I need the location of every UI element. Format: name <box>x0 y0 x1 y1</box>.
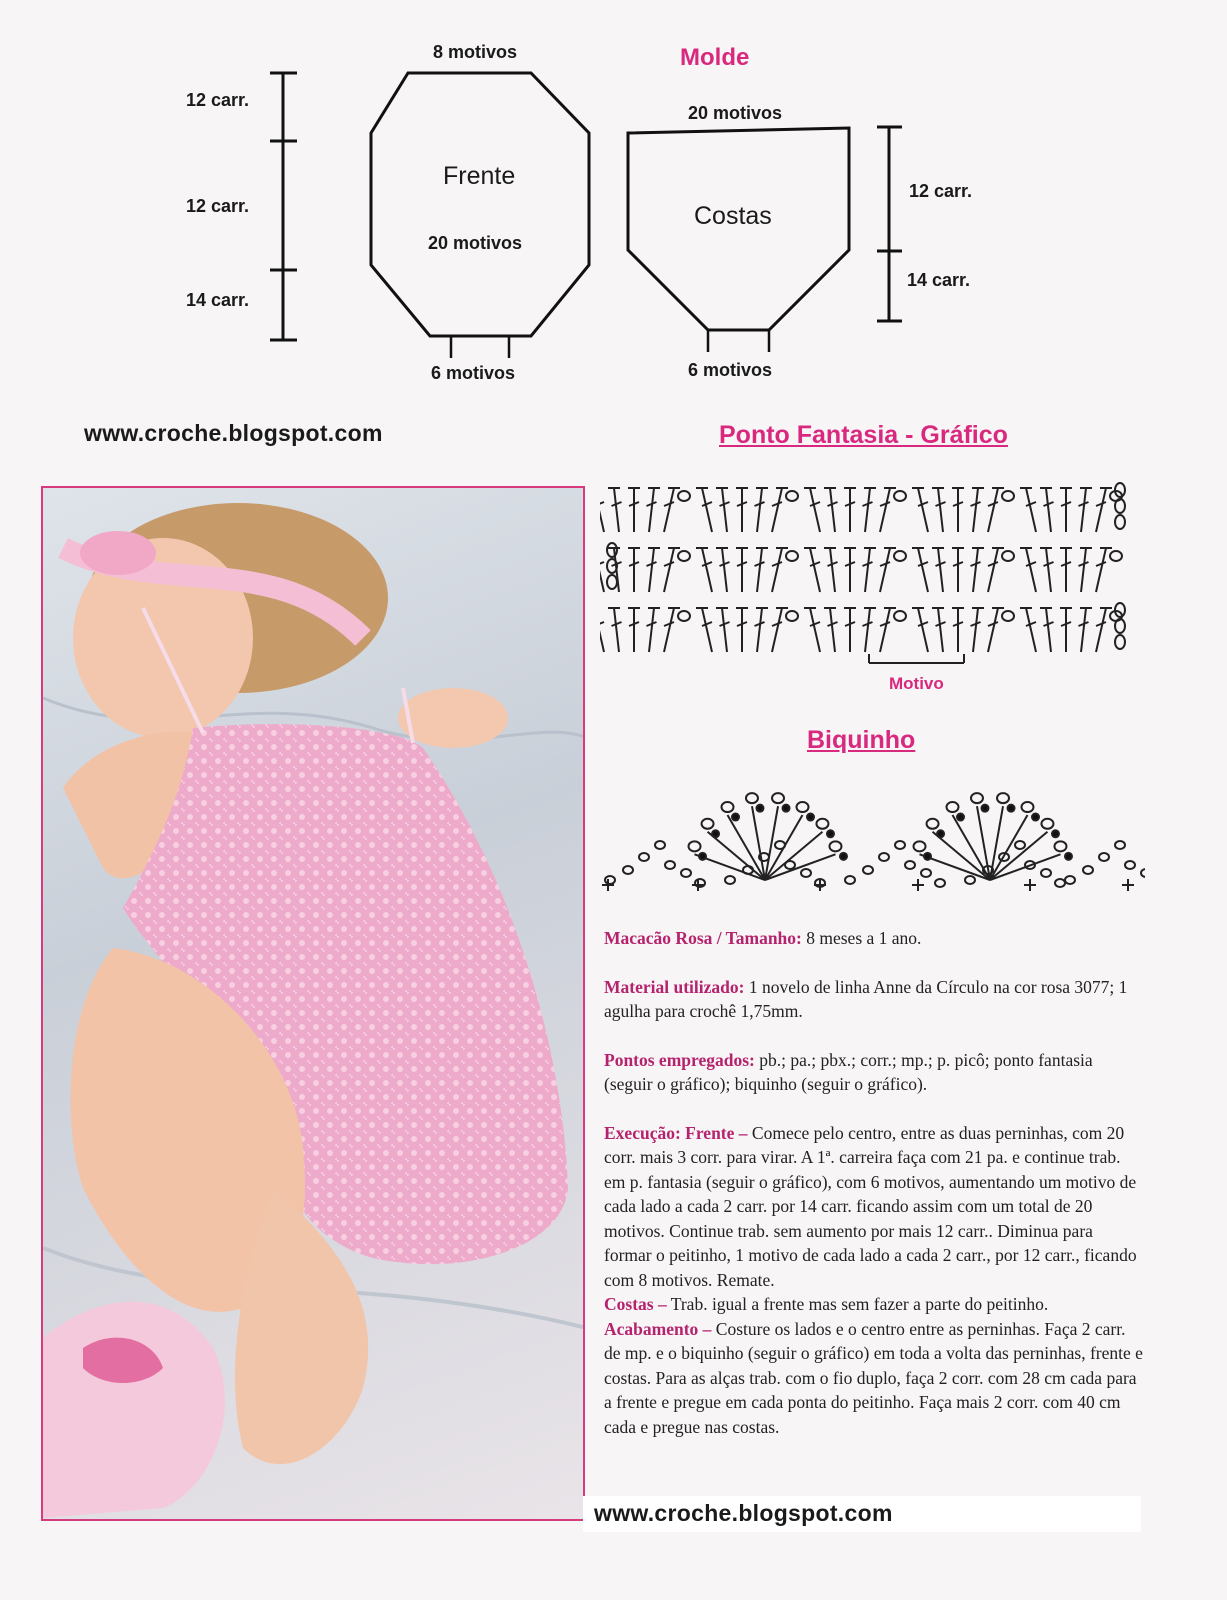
stitch-mark <box>664 548 674 592</box>
chain-mark <box>1065 876 1075 884</box>
slip-stitch-mark <box>957 814 964 821</box>
stitch-cross <box>988 622 998 626</box>
stitch-mark <box>938 548 943 592</box>
stitch-cross <box>1096 622 1106 626</box>
left-ruler <box>270 73 297 340</box>
chain-mark <box>921 869 931 877</box>
stitch-cross <box>880 622 890 626</box>
material-text: 1 novelo de linha Anne da Círculo na cor rosa 3077; 1 agulha para crochê 1,75mm. <box>604 976 1128 1021</box>
chain-mark <box>894 611 906 621</box>
chain-mark <box>879 853 889 861</box>
stitch-cross <box>772 562 782 566</box>
stitch-mark <box>757 548 762 592</box>
chain-mark <box>905 861 915 869</box>
chain-mark <box>894 491 906 501</box>
stitch-mark <box>865 608 870 652</box>
stitch-mark <box>918 548 928 592</box>
picot-mark <box>997 793 1009 803</box>
stitch-mark <box>702 608 712 652</box>
material-heading: Material utilizado: <box>604 976 745 997</box>
stitch-mark <box>865 548 870 592</box>
stitch-mark <box>830 488 835 532</box>
slip-stitch-mark <box>712 830 719 837</box>
picot-mark <box>816 819 828 829</box>
costas-name: Costas <box>694 202 772 230</box>
left-ruler-label-3: 14 carr. <box>186 290 250 310</box>
execution-paragraph <box>604 1121 1144 1293</box>
stitch-mark <box>1046 548 1051 592</box>
stitch-mark <box>722 488 727 532</box>
stitch-cross <box>600 502 604 506</box>
stitch-mark <box>1096 488 1106 532</box>
right-ruler-label-2: 14 carr. <box>907 270 971 290</box>
chain-mark <box>1115 841 1125 849</box>
stitch-mark <box>988 548 998 592</box>
slip-stitch-mark <box>981 805 988 812</box>
turning-chain <box>1115 603 1125 617</box>
chain-mark <box>786 551 798 561</box>
website-link-bottom[interactable]: www.croche.blogspot.com <box>594 1500 893 1526</box>
costas-top-label: 20 motivos <box>688 103 783 123</box>
chain-mark <box>786 611 798 621</box>
stitch-mark <box>938 488 943 532</box>
chain-mark <box>1083 866 1093 874</box>
picot-mark <box>829 841 841 851</box>
stitch-mark <box>614 488 619 532</box>
slip-stitch-mark <box>924 853 931 860</box>
stitch-cross <box>988 562 998 566</box>
turning-chain <box>1115 499 1125 513</box>
stitch-mark <box>600 488 604 532</box>
chain-mark <box>965 876 975 884</box>
stitch-cross <box>772 502 782 506</box>
stitch-mark <box>880 488 890 532</box>
chain-mark <box>1002 551 1014 561</box>
costas-bottom-label: 6 motivos <box>688 360 773 380</box>
finishing-paragraph <box>604 1317 1144 1440</box>
stitch-cross <box>664 622 674 626</box>
slip-stitch-mark <box>756 805 763 812</box>
stitch-mark <box>772 488 782 532</box>
stitch-mark <box>988 608 998 652</box>
stitch-mark <box>810 608 820 652</box>
stitch-mark <box>880 548 890 592</box>
execution-text: Comece pelo centro, entre as duas perninhas, com 20 corr. mais 3 corr. para virar. A 1ª. carreira faça com 21 pa. e continue trab. em p. fantasia (seguir o gráfico), com 6 motivos, aumentando um motivo de cada lado a cada 2 carr. por 14 carr. ficando assim com um total de 20 motivos. Continue trab. sem aumento por mais 12 carr.. Diminua para formar o peitinho, 1 motivo de cada lado a cada 2 carr., por 12 carr., ficando com 8 motivos. Remate. <box>604 1122 1137 1290</box>
left-ruler-label-1: 12 carr. <box>186 90 250 110</box>
chain-mark <box>1125 861 1135 869</box>
chain-mark <box>1141 869 1145 877</box>
stitch-cross <box>664 502 674 506</box>
back-text: Trab. igual a frente mas sem fazer a parte do peitinho. <box>666 1294 1049 1314</box>
stitch-mark <box>810 548 820 592</box>
stitch-mark <box>1026 488 1036 532</box>
stitch-cross <box>918 502 928 506</box>
chain-mark <box>895 841 905 849</box>
chain-mark <box>678 491 690 501</box>
stitch-cross <box>880 502 890 506</box>
size-paragraph <box>604 926 1144 951</box>
frente-shape <box>371 73 589 336</box>
stitch-cross <box>810 622 820 626</box>
picot-mark <box>746 793 758 803</box>
stitch-mark <box>649 608 654 652</box>
material-paragraph <box>604 975 1144 1024</box>
back-heading: Costas – <box>604 1294 667 1314</box>
right-ruler-label-1: 12 carr. <box>909 181 973 201</box>
stitch-mark <box>1081 608 1086 652</box>
biquinho-chart <box>600 765 1145 895</box>
left-ruler-label-2: 12 carr. <box>186 196 250 216</box>
turning-chain <box>1115 515 1125 529</box>
chain-mark <box>639 853 649 861</box>
stitch-mark <box>757 608 762 652</box>
slip-stitch-mark <box>1008 805 1015 812</box>
stitch-mark <box>938 608 943 652</box>
chain-mark <box>863 866 873 874</box>
stitch-mark <box>830 548 835 592</box>
stitch-mark <box>1026 608 1036 652</box>
stitch-mark <box>973 488 978 532</box>
stitch-mark <box>664 608 674 652</box>
slip-stitch-mark <box>699 853 706 860</box>
slip-stitch-mark <box>783 805 790 812</box>
chain-mark <box>1110 551 1122 561</box>
chain-mark <box>665 861 675 869</box>
stitch-cross <box>1026 622 1036 626</box>
chain-mark <box>655 841 665 849</box>
finishing-heading: Acabamento – <box>604 1318 712 1339</box>
fan-stitch <box>765 854 835 880</box>
biquinho-title: Biquinho <box>807 726 916 754</box>
stitch-mark <box>772 548 782 592</box>
chain-mark <box>1002 491 1014 501</box>
chain-mark <box>1002 611 1014 621</box>
stitch-mark <box>772 608 782 652</box>
back-paragraph <box>604 1292 1144 1317</box>
stitches-paragraph <box>604 1048 1144 1097</box>
turning-chain <box>1115 635 1125 649</box>
stitch-mark <box>1081 548 1086 592</box>
stitches-text: pb.; pa.; pbx.; corr.; mp.; p. picô; ponto fantasia (seguir o gráfico); biquinho (seguir o gráfico). <box>604 1049 1093 1094</box>
stitch-cross <box>918 622 928 626</box>
size-text: 8 meses a 1 ano. <box>801 928 922 948</box>
stitch-mark <box>918 488 928 532</box>
motivo-label: Motivo <box>889 674 944 693</box>
chain-mark <box>935 879 945 887</box>
stitch-mark <box>649 488 654 532</box>
chain-mark <box>678 611 690 621</box>
stitch-mark <box>830 608 835 652</box>
slip-stitch-mark <box>1032 814 1039 821</box>
ponto-fantasia-chart <box>600 472 1145 672</box>
slip-stitch-mark <box>1052 830 1059 837</box>
turning-chain <box>1115 483 1125 497</box>
execution-heading: Execução: Frente – <box>604 1122 748 1143</box>
molde-title: Molde <box>680 44 750 71</box>
stitch-cross <box>702 622 712 626</box>
stitch-mark <box>1096 548 1106 592</box>
frente-middle-label: 20 motivos <box>428 233 523 253</box>
ponto-fantasia-title: Ponto Fantasia - Gráfico <box>719 421 1008 449</box>
stitch-mark <box>918 608 928 652</box>
slip-stitch-mark <box>827 830 834 837</box>
frente-top-label: 8 motivos <box>433 42 518 62</box>
picot-mark <box>914 841 926 851</box>
picot-mark <box>722 802 734 812</box>
stitch-cross <box>918 562 928 566</box>
fan-stitch <box>933 832 990 880</box>
stitch-cross <box>600 562 604 566</box>
stitch-mark <box>600 548 604 592</box>
stitch-cross <box>1026 562 1036 566</box>
stitch-mark <box>865 488 870 532</box>
chain-mark <box>1099 853 1109 861</box>
costas-bottom-marks <box>708 330 769 352</box>
stitch-mark <box>649 548 654 592</box>
stitch-mark <box>702 548 712 592</box>
stitch-cross <box>1026 502 1036 506</box>
instructions <box>604 926 1144 1439</box>
stitch-cross <box>988 502 998 506</box>
pattern-diagram <box>0 0 1227 400</box>
slip-stitch-mark <box>840 853 847 860</box>
fan-stitch <box>708 832 765 880</box>
frente-name: Frente <box>443 162 516 190</box>
stitch-cross <box>880 562 890 566</box>
stitch-mark <box>702 488 712 532</box>
chain-mark <box>1055 879 1065 887</box>
stitch-mark <box>600 608 604 652</box>
stitch-mark <box>1096 608 1106 652</box>
chain-mark <box>1041 869 1051 877</box>
stitch-cross <box>702 562 712 566</box>
baby-photo <box>41 486 585 1521</box>
chain-mark <box>894 551 906 561</box>
slip-stitch-mark <box>1065 853 1072 860</box>
picot-mark <box>947 802 959 812</box>
stitches-heading: Pontos empregados: <box>604 1049 755 1070</box>
chain-mark <box>801 869 811 877</box>
stitch-cross <box>772 622 782 626</box>
picot-mark <box>927 819 939 829</box>
frente-bottom-marks <box>451 336 509 358</box>
stitch-mark <box>880 608 890 652</box>
picot-mark <box>1054 841 1066 851</box>
fan-stitch <box>765 832 822 880</box>
website-link-top[interactable]: www.croche.blogspot.com <box>84 420 383 446</box>
turning-chain <box>1115 619 1125 633</box>
picot-mark <box>1022 802 1034 812</box>
right-ruler <box>877 127 902 321</box>
chain-mark <box>678 551 690 561</box>
chain-mark <box>845 876 855 884</box>
stitch-cross <box>1096 562 1106 566</box>
stitch-cross <box>702 502 712 506</box>
stitch-cross <box>1096 502 1106 506</box>
picot-mark <box>689 841 701 851</box>
stitch-mark <box>614 608 619 652</box>
picot-mark <box>1041 819 1053 829</box>
picot-mark <box>971 793 983 803</box>
chain-mark <box>681 869 691 877</box>
stitch-mark <box>1026 548 1036 592</box>
chain-mark <box>786 491 798 501</box>
frente-bottom-label: 6 motivos <box>431 363 516 383</box>
stitch-cross <box>810 502 820 506</box>
stitch-cross <box>664 562 674 566</box>
picot-mark <box>702 819 714 829</box>
chain-mark <box>605 876 615 884</box>
slip-stitch-mark <box>807 814 814 821</box>
stitch-mark <box>722 548 727 592</box>
stitch-mark <box>973 608 978 652</box>
stitch-mark <box>757 488 762 532</box>
chain-mark <box>623 866 633 874</box>
turning-chain <box>607 575 617 589</box>
stitch-cross <box>810 562 820 566</box>
stitch-mark <box>988 488 998 532</box>
picot-mark <box>772 793 784 803</box>
stitch-mark <box>973 548 978 592</box>
stitch-mark <box>1046 488 1051 532</box>
baby-photo-illustration <box>43 488 585 1521</box>
slip-stitch-mark <box>937 830 944 837</box>
finishing-text: Costure os lados e o centro entre as perninhas. Faça 2 carr. de mp. e o biquinho (seguir o gráfico) em toda a volta das perninhas, frente e costas. Para as alças trab. com o fio duplo, faça 2 corr. com 28 cm cada para a frente e pregue em cada ponta do peitinho. Faça mais 2 corr. com 40 cm cada e pregue nas costas. <box>604 1318 1143 1437</box>
chain-mark <box>1015 841 1025 849</box>
stitch-mark <box>722 608 727 652</box>
picot-mark <box>797 802 809 812</box>
stitch-mark <box>1046 608 1051 652</box>
stitch-cross <box>600 622 604 626</box>
stitch-mark <box>810 488 820 532</box>
size-heading: Macacão Rosa / Tamanho: <box>604 928 802 948</box>
stitch-mark <box>664 488 674 532</box>
slip-stitch-mark <box>732 814 739 821</box>
chain-mark <box>725 876 735 884</box>
turning-chain <box>607 543 617 557</box>
stitch-mark <box>1081 488 1086 532</box>
